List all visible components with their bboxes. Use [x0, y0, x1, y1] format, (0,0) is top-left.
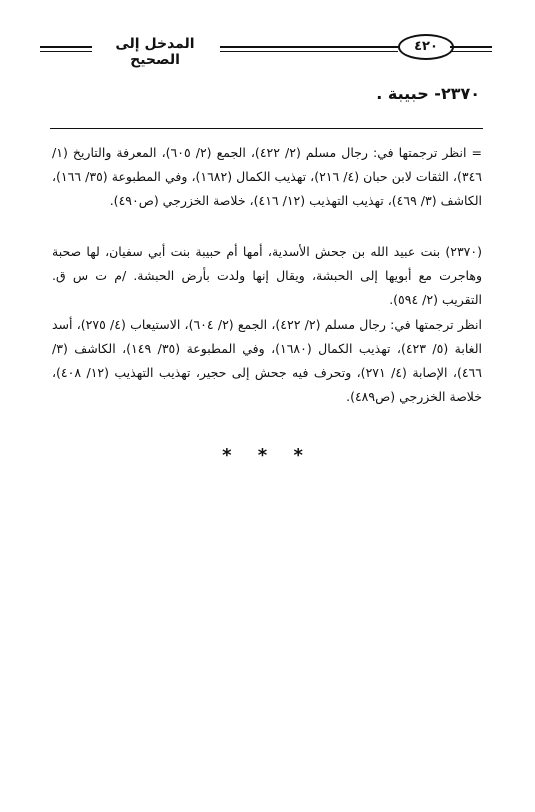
- section-separator: * * *: [222, 445, 313, 466]
- header-rule-right: [450, 46, 492, 48]
- footnote-paragraph-3: انظر ترجمتها في: رجال مسلم (٢/ ٤٢٢)، الجمع (٢/ ٦٠٤)، الاستيعاب (٤/ ٢٧٥)، أسد الغابة (٥/ ٤٢٣)، تهذيب الكمال (١٦٨٠)، وفي المطبوعة (٣٥/ ١٤٩)، الكاشف (٣/ ٤٦٦)، الإصابة (٤/ ٢٧١)، وتحرف فيه جحش إلى حجير، تهذيب التهذيب (١٢/ ٤٠٨)، خلاصة الخزرجي (ص٤٨٩).: [52, 317, 482, 404]
- running-title: المدخل إلى الصحيح: [115, 36, 195, 68]
- page-number: ٤٢٠: [398, 34, 454, 60]
- footnote-paragraph-1: = انظر ترجمتها في: رجال مسلم (٢/ ٤٢٢)، الجمع (٢/ ٦٠٥)، المعرفة والتاريخ (١/ ٣٤٦)، الثقات لابن حبان (٤/ ٢١٦)، تهذيب الكمال (١٦٨٢)، وفي المطبوعة (٣٥/ ١٦٦)، الكاشف (٣/ ٤٦٩)، تهذيب التهذيب (١٢/ ٤١٦)، خلاصة الخزرجي (ص٤٩٠).: [52, 145, 483, 208]
- entry-heading: ٢٣٧٠- حبيبة .: [376, 84, 480, 103]
- header-rule-middle: [220, 46, 398, 48]
- footnote-paragraph-2: (٢٣٧٠) بنت عبيد الله بن جحش الأسدية، أمها أم حبيبة بنت أبي سفيان، لها صحبة وهاجرت مع أبويها إلى الحبشة، ويقال إنها ولدت بأرض الحبشة. /م ت س ق. التقريب (٢/ ٥٩٤).: [52, 244, 482, 307]
- footnote-divider: [50, 128, 483, 129]
- header-rule-left-thin: [40, 51, 92, 52]
- header-rule-left: [40, 46, 92, 48]
- header-rule-right-thin: [450, 51, 492, 52]
- header-rule-middle-thin: [220, 51, 398, 52]
